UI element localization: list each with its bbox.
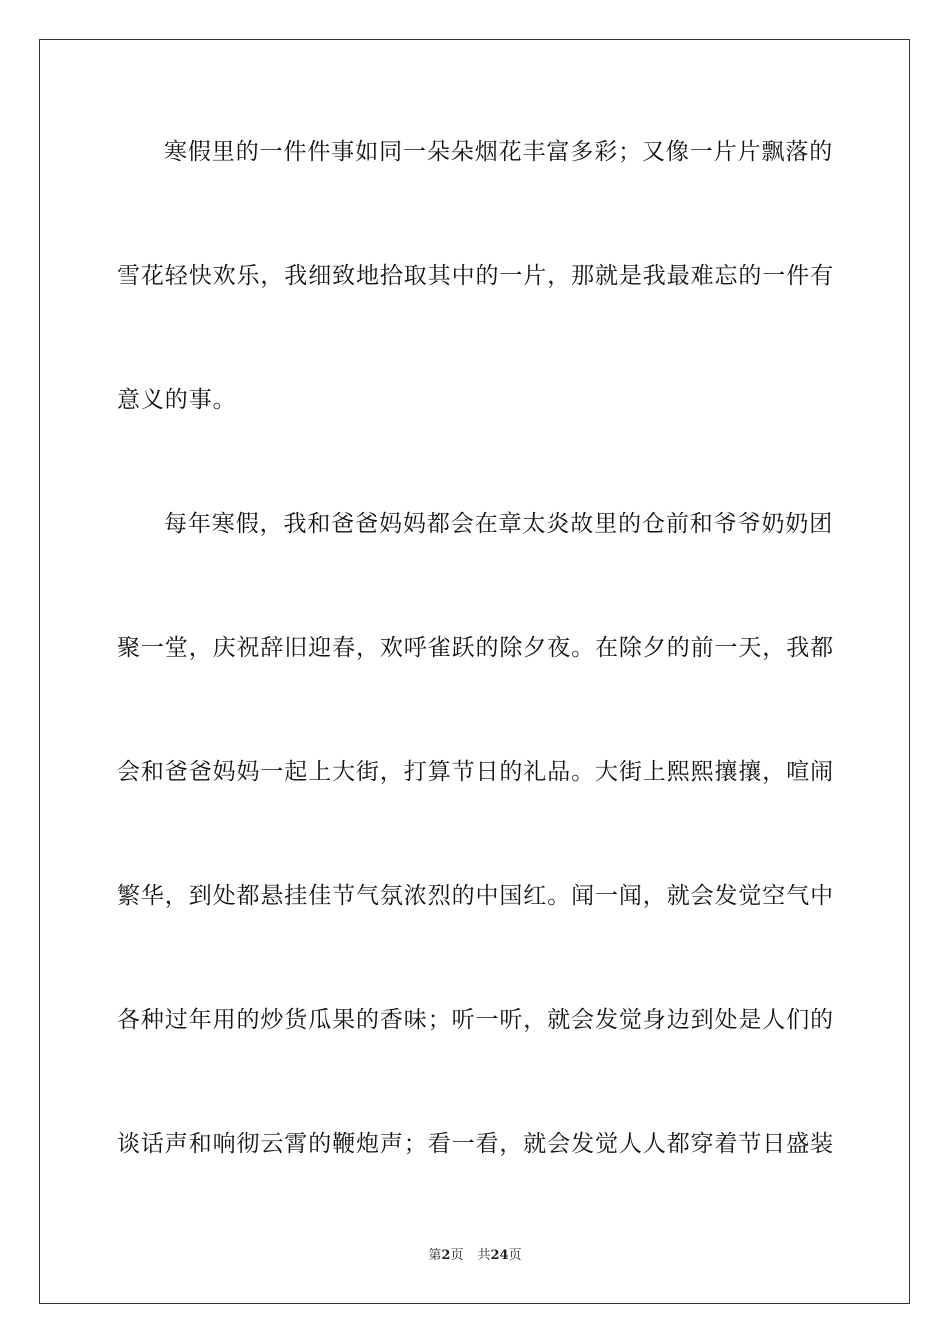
paragraph-2-line-5: 各种过年用的炒货瓜果的香味；听一听，就会发觉身边到处是人们的 <box>117 1007 834 1033</box>
total-prefix: 共 <box>477 1248 491 1263</box>
paragraph-2-line-3: 会和爸爸妈妈一起上大街，打算节日的礼品。大街上熙熙攘攘，喧闹 <box>117 759 834 785</box>
paragraph-2-line-2: 聚一堂，庆祝辞旧迎春，欢呼雀跃的除夕夜。在除夕的前一天，我都 <box>117 635 834 661</box>
total-pages: 24 <box>490 1248 509 1263</box>
paragraph-2-line-1: 每年寒假，我和爸爸妈妈都会在章太炎故里的仓前和爷爷奶奶团 <box>164 511 834 537</box>
page-border <box>39 39 910 1304</box>
paragraph-1-line-1: 寒假里的一件件事如同一朵朵烟花丰富多彩；又像一片片飘落的 <box>164 139 834 165</box>
paragraph-2-line-4: 繁华，到处都悬挂佳节气氛浓烈的中国红。闻一闻，就会发觉空气中 <box>117 883 834 909</box>
paragraph-1-line-3: 意义的事。 <box>117 387 237 413</box>
page-prefix: 第 <box>428 1248 442 1263</box>
paragraph-2-line-6: 谈话声和响彻云霄的鞭炮声；看一看，就会发觉人人都穿着节日盛装 <box>117 1131 834 1157</box>
page-number: 2 <box>441 1248 451 1263</box>
page-footer <box>0 1248 950 1264</box>
total-suffix: 页 <box>508 1248 522 1263</box>
page-suffix: 页 <box>450 1248 464 1263</box>
paragraph-1-line-2: 雪花轻快欢乐，我细致地拾取其中的一片，那就是我最难忘的一件有 <box>117 263 834 289</box>
